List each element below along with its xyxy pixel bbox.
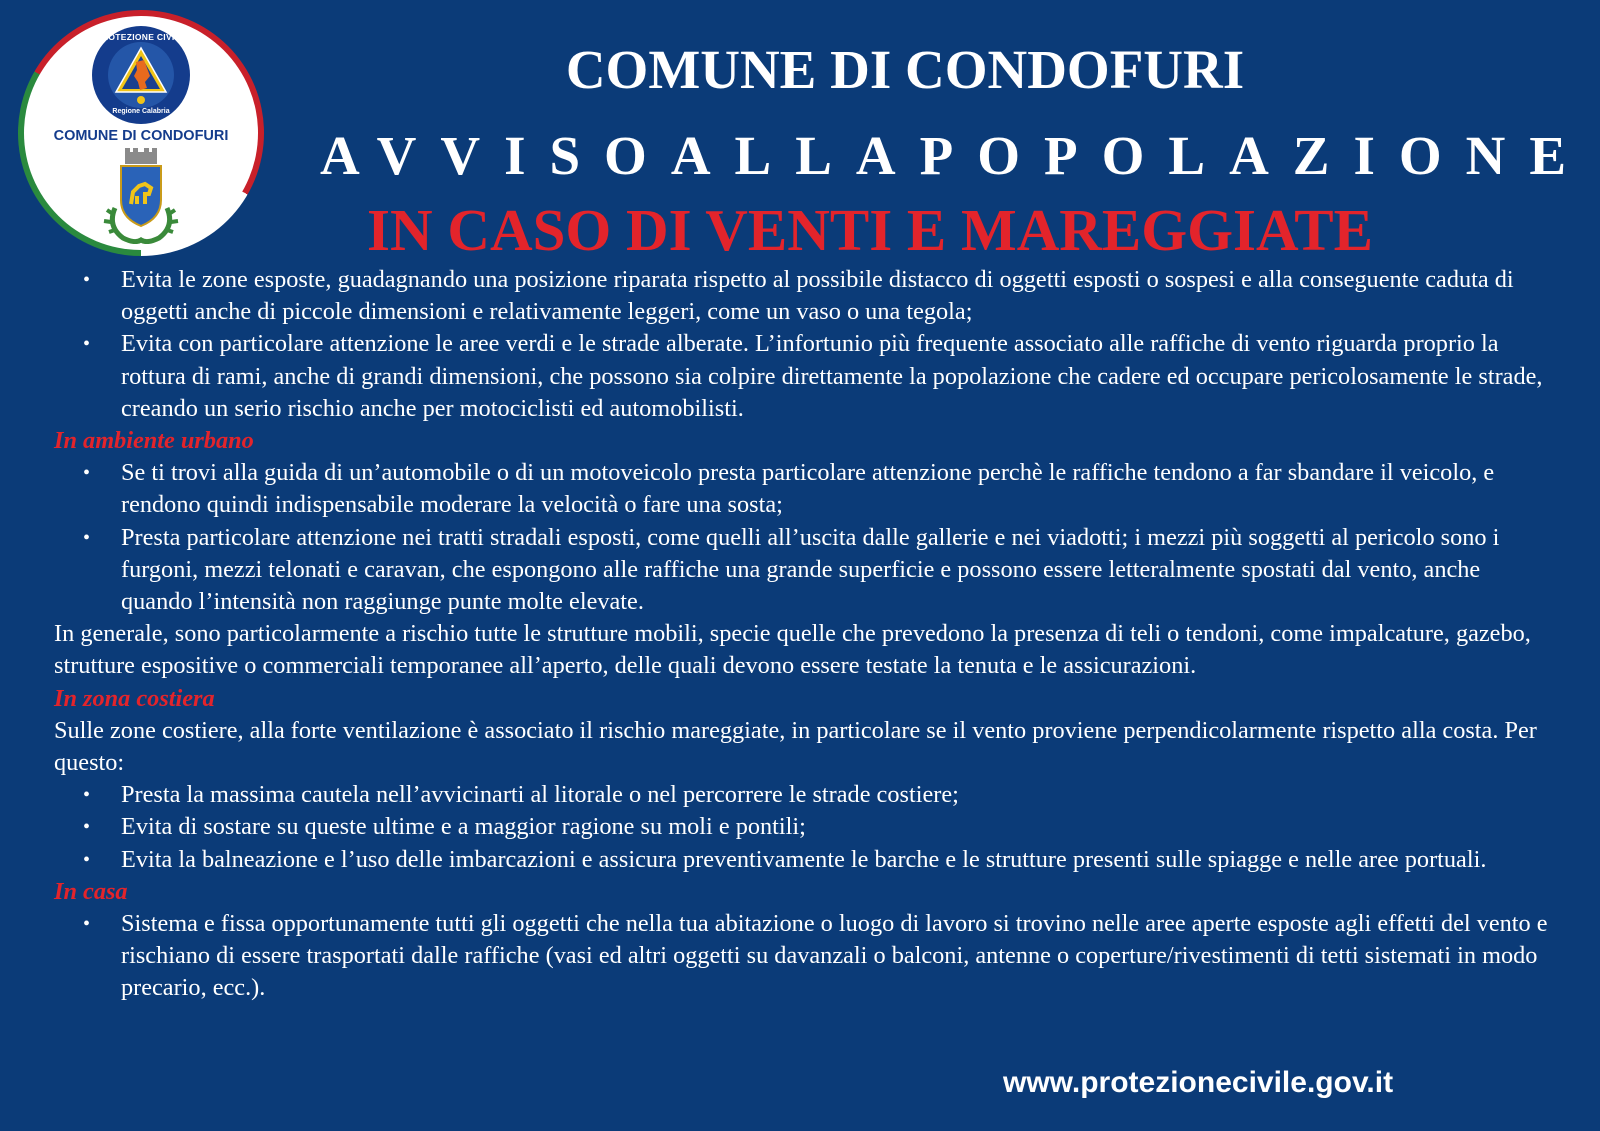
- coast-list: [54, 779, 1554, 876]
- notice-body: [54, 264, 1554, 1005]
- list-item: [83, 457, 1554, 521]
- notice-heading: IN CASO DI VENTI E MAREGGIATE: [367, 197, 1373, 263]
- coat-of-arms-icon: [101, 148, 181, 244]
- protezione-civile-badge: [92, 26, 190, 124]
- bullet-icon: •: [83, 333, 91, 356]
- list-item-text: Evita le zone esposte, guadagnando una posizione riparata rispetto al possibile distacco di oggetti esposti o sospesi e alla conseguente caduta di oggetti anche di piccole dimensioni e relativamente leggeri, come un vaso o una tegola;: [121, 266, 1514, 326]
- logo-inner: [24, 16, 258, 250]
- website-link[interactable]: www.protezionecivile.gov.it: [1003, 1066, 1394, 1099]
- urban-list: [54, 457, 1554, 618]
- list-item-text: Evita la balneazione e l’uso delle imbarcazioni e assicura preventivamente le barche e le strutture presenti sulle spiagge e nelle aree portuali.: [121, 845, 1487, 873]
- list-item: [83, 328, 1554, 425]
- urban-paragraph: In generale, sono particolarmente a rischio tutte le strutture mobili, specie quelle che prevedono la presenza di teli o tendoni, come impalcature, gazebo, strutture espositive o commerciali temporanee all’aperto, delle quali devono essere testate la tenuta e le assicurazioni.: [54, 620, 1531, 680]
- bullet-icon: •: [83, 913, 91, 936]
- list-item: [83, 811, 1554, 843]
- bullet-icon: •: [83, 526, 91, 549]
- section-title-urban: In ambiente urbano: [54, 427, 254, 455]
- bullet-icon: •: [83, 784, 91, 807]
- page-subtitle: AVVISOALLAPOPOLAZIONE: [320, 125, 1591, 186]
- logo-comune-label: COMUNE DI CONDOFURI: [53, 128, 229, 144]
- list-item: [83, 908, 1554, 1005]
- comune-logo: [18, 10, 264, 256]
- list-item: [83, 779, 1554, 811]
- list-item-text: Presta particolare attenzione nei tratti stradali esposti, come quelli all’uscita dalle gallerie e nei viadotti; i mezzi più soggetti al pericolo sono i furgoni, mezzi telonati e caravan, che espongono alle raffiche una grande superficie e possono essere letteralmente spostati dal vento, anche quando l’intensità non raggiunge punte molte elevate.: [121, 523, 1500, 616]
- intro-list: [54, 264, 1554, 425]
- coast-paragraph: Sulle zone costiere, alla forte ventilazione è associato il rischio mareggiate, in particolare se il vento proviene perpendicolarmente rispetto alla costa. Per questo:: [54, 716, 1537, 777]
- home-list: [54, 908, 1554, 1005]
- list-item: [83, 522, 1554, 619]
- page-title: COMUNE DI CONDOFURI: [565, 39, 1245, 100]
- badge-top-text: PROTEZIONE CIVILE: [95, 32, 187, 42]
- section-title-home: In casa: [54, 877, 128, 905]
- list-item: [83, 844, 1554, 876]
- section-title-coast: In zona costiera: [54, 684, 215, 712]
- list-item-text: Sistema e fissa opportunamente tutti gli oggetti che nella tua abitazione o luogo di lavoro si trovino nelle aree aperte esposte agli effetti del vento e rischiano di essere trasportati dalle raffiche (vasi ed altri oggetti su davanzali o balconi, antenne o coperture/rivestimenti di tetti sistemati in modo precario, ecc.).: [121, 910, 1548, 1002]
- bullet-icon: •: [83, 269, 91, 291]
- list-item-text: Evita con particolare attenzione le aree verdi e le strade alberate. L’infortunio più frequente associato alle raffiche di vento riguarda proprio la rottura di rami, anche di grandi dimensioni, che possono sia colpire direttamente la popolazione che cadere ed occupare pericolosamente le strade, creando un serio rischio anche per motociclisti ed automobilisti.: [121, 330, 1543, 422]
- list-item-text: Se ti trovi alla guida di un’automobile o di un motoveicolo presta particolare attenzione perchè le raffiche tendono a far sbandare il veicolo, e rendono quindi indispensabile moderare la velocità o fare una sosta;: [121, 459, 1495, 519]
- bullet-icon: •: [83, 816, 91, 839]
- bullet-icon: •: [83, 848, 91, 871]
- list-item-text: Evita di sostare su queste ultime e a maggior ragione su moli e pontili;: [121, 813, 806, 841]
- bullet-icon: •: [83, 462, 91, 485]
- badge-bottom-text: Regione Calabria: [112, 108, 170, 115]
- list-item-text: Presta la massima cautela nell’avvicinarti al litorale o nel percorrere le strade costiere;: [121, 781, 959, 809]
- list-item: [83, 264, 1554, 328]
